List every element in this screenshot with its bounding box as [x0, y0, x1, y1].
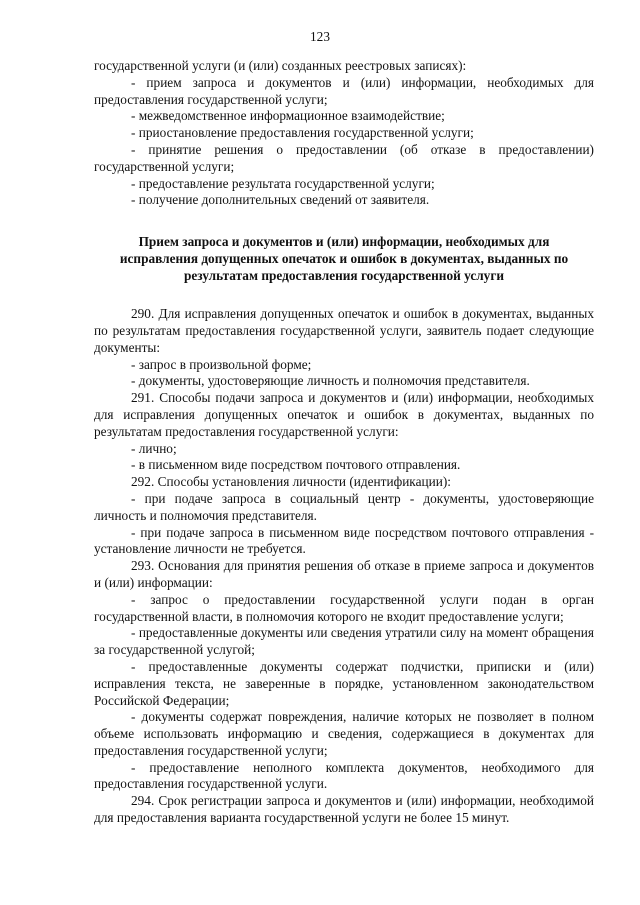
document-body	[94, 58, 594, 827]
list-item: - предоставленные документы содержат подчистки, приписки и (или) исправления текста, не заверенные в порядке, установленном законодательством Российской Федерации;	[94, 658, 594, 708]
paragraph-290: 290. Для исправления допущенных опечаток и ошибок в документах, выданных по результатам предоставления государственной услуги, заявитель подает следующие документы:	[94, 306, 594, 355]
intro-list-item: - прием запроса и документов и (или) информации, необходимых для предоставления государственной услуги;	[94, 74, 594, 107]
paragraph-293: 293. Основания для принятия решения об отказе в приеме запроса и документов и (или) информации:	[94, 558, 594, 590]
intro-line: государственной услуги (и (или) созданных реестровых записях):	[94, 58, 467, 73]
list-item: - предоставленные документы или сведения утратили силу на момент обращения за государственной услугой;	[94, 625, 594, 658]
section-heading: Прием запроса и документов и (или) информации, необходимых для исправления допущенных опечаток и ошибок в документах, выданных по результатам предоставления государственной услуги	[119, 234, 569, 284]
list-item: - запрос в произвольной форме;	[131, 356, 312, 372]
list-item: - запрос о предоставлении государственной услуги подан в орган государственной власти, в полномочия которого не входит предоставление услуги;	[94, 591, 594, 624]
paragraph-294: 294. Срок регистрации запроса и документов и (или) информации, необходимой для предоставления варианта государственной услуги не более 15 минут.	[94, 793, 594, 826]
list-item: - предоставление неполного комплекта документов, необходимого для предоставления государственной услуги.	[94, 759, 594, 792]
intro-list-item: - межведомственное информационное взаимодействие;	[131, 108, 445, 124]
intro-list-item: - приостановление предоставления государственной услуги;	[131, 125, 474, 141]
list-item: - в письменном виде посредством почтового отправления.	[131, 457, 461, 473]
page-number: 123	[310, 29, 330, 44]
paragraph-291: 291. Способы подачи запроса и документов и (или) информации, необходимых для исправления допущенных опечаток и ошибок в документах, выданных по результатам предоставления государственной услуги:	[94, 390, 594, 439]
list-item: - документы содержат повреждения, наличие которых не позволяет в полном объеме использовать информацию и сведения, содержащиеся в документах для предоставления государственной услуги;	[94, 709, 594, 758]
intro-list-item: - предоставление результата государственной услуги;	[131, 175, 435, 191]
list-item: - документы, удостоверяющие личность и полномочия представителя.	[131, 373, 530, 389]
list-item: - при подаче запроса в социальный центр - документы, удостоверяющие личность и полномочия представителя.	[94, 490, 594, 523]
paragraph-292: 292. Способы установления личности (идентификации):	[131, 474, 451, 490]
list-item: - при подаче запроса в письменном виде посредством почтового отправления - установление личности не требуется.	[94, 524, 594, 557]
intro-list-item: - принятие решения о предоставлении (об отказе в предоставлении) государственной услуги;	[94, 141, 594, 174]
list-item: - лично;	[131, 440, 177, 456]
intro-list-item: - получение дополнительных сведений от заявителя.	[131, 192, 430, 208]
